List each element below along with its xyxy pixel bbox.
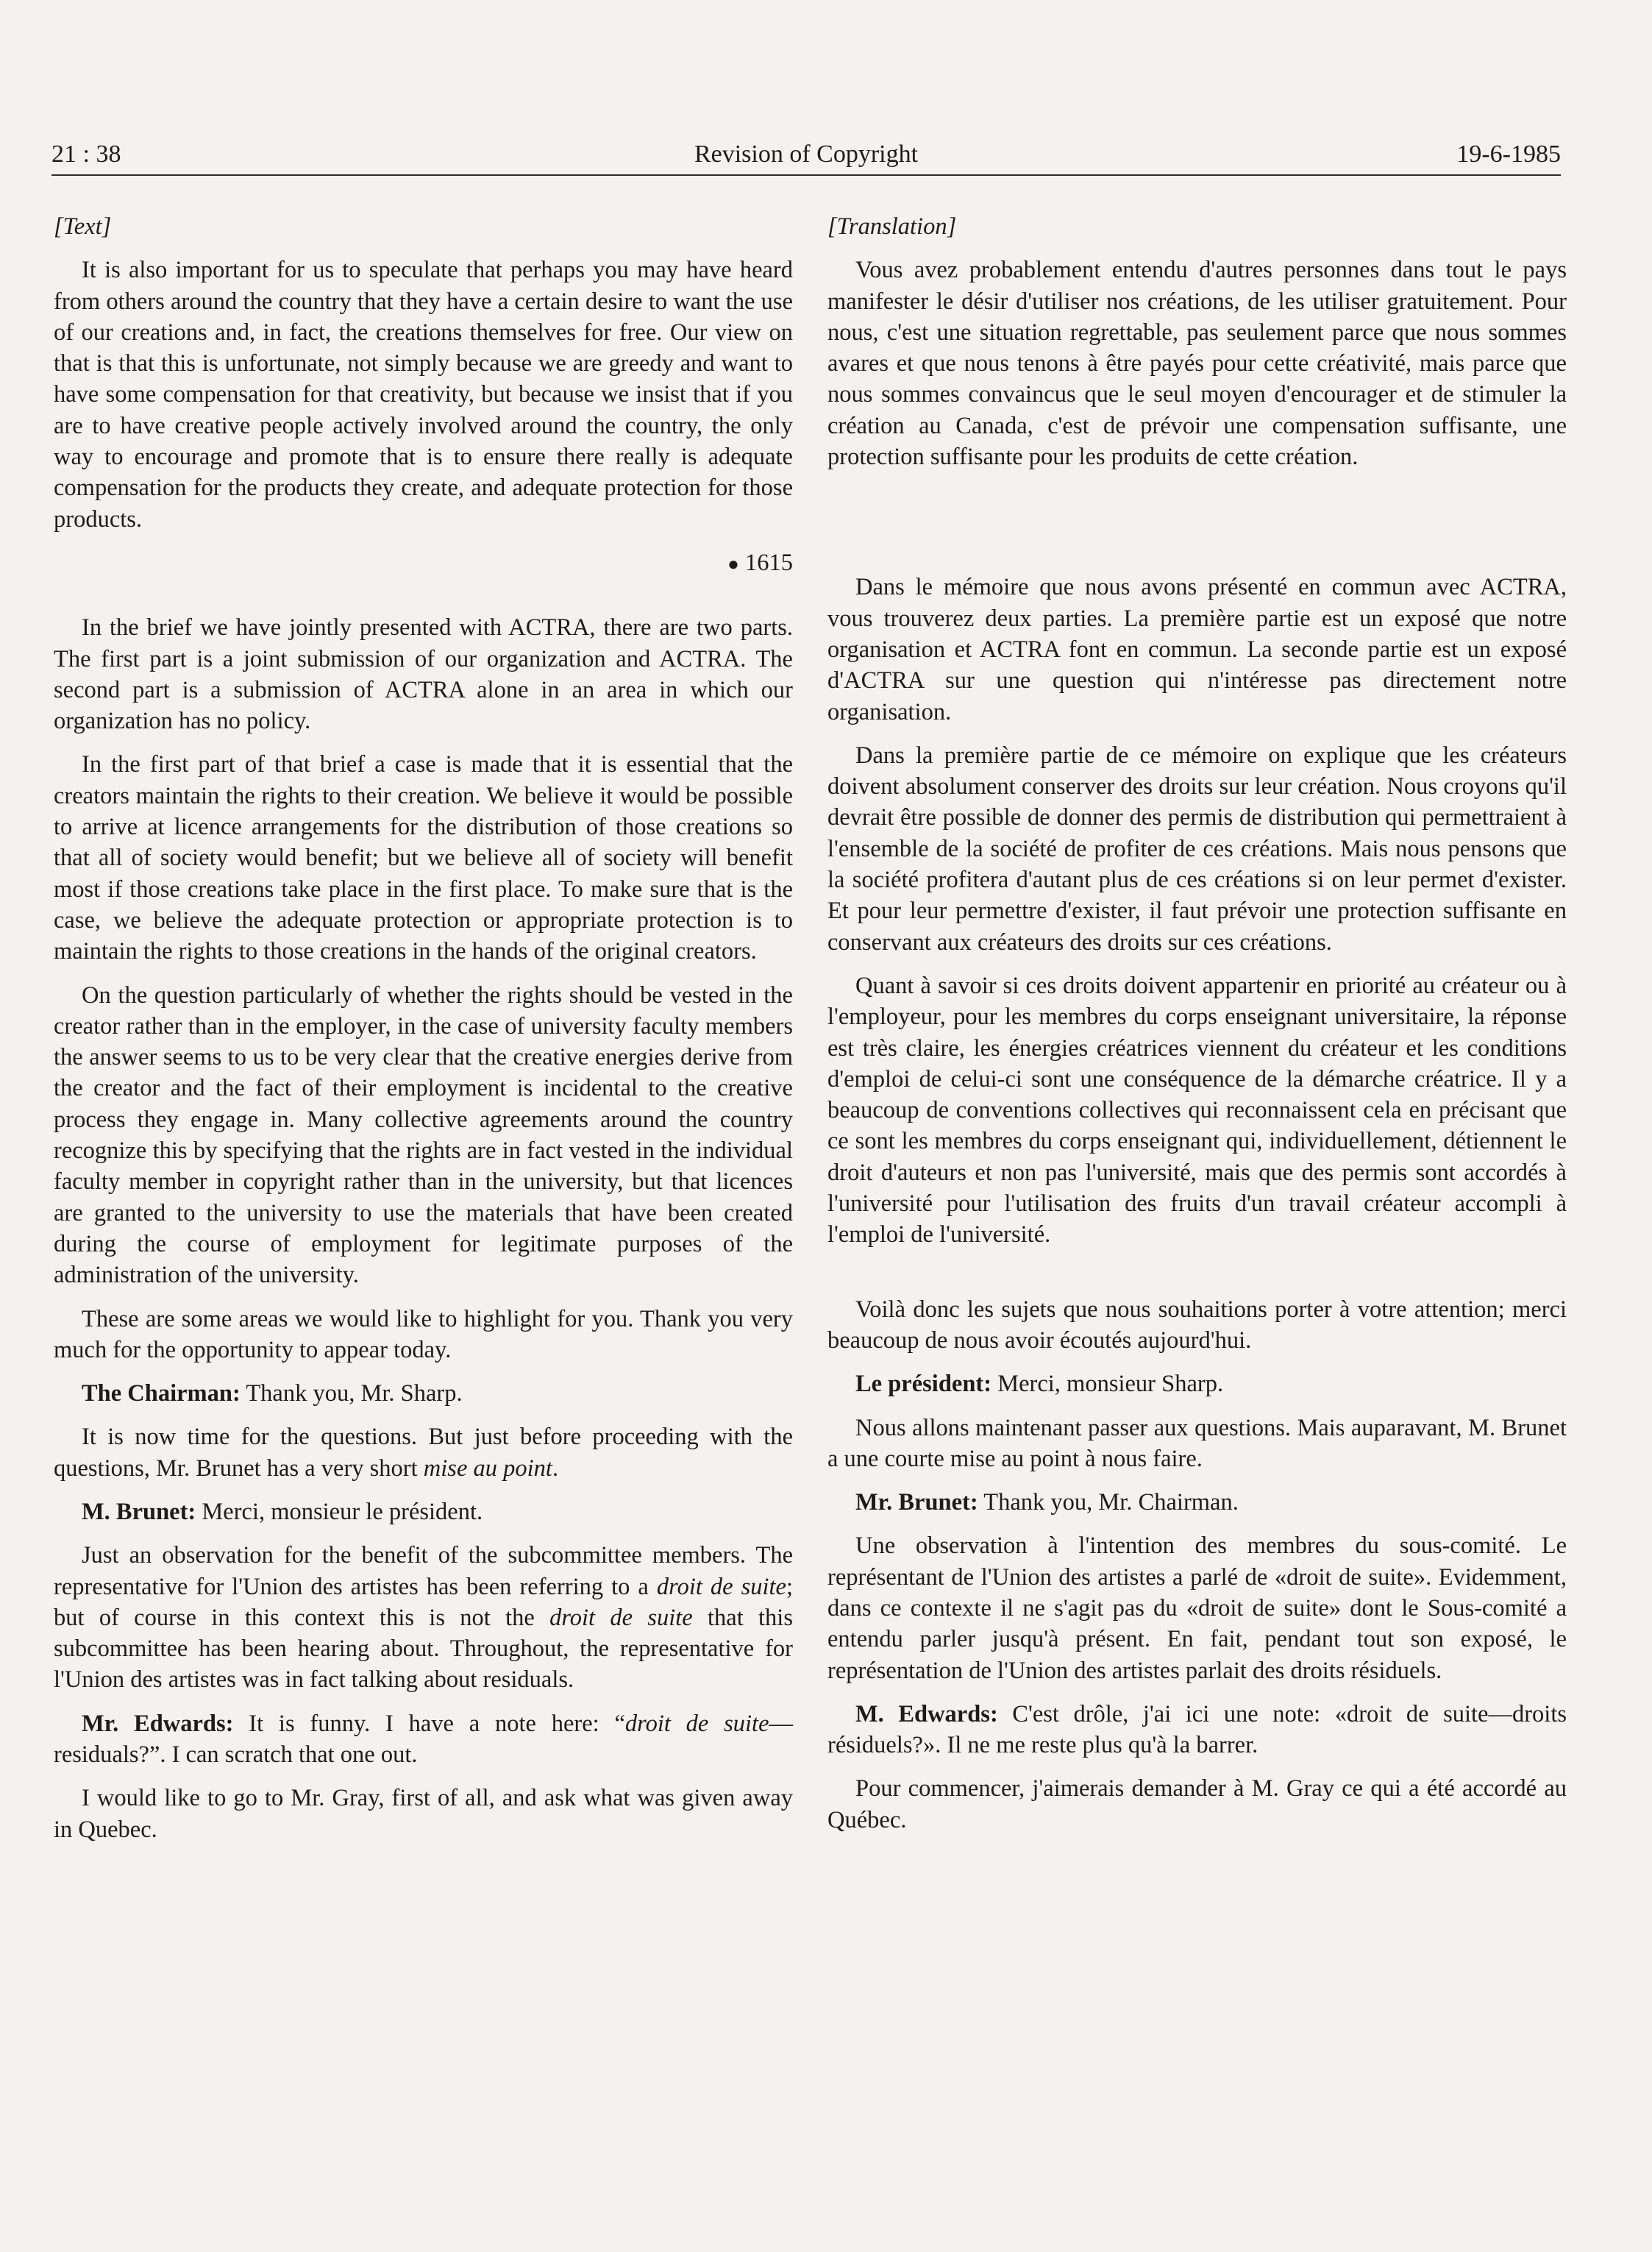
paragraph: In the brief we have jointly presented with ACTRA, there are two parts. The first part is a joint submission of our organization and ACTRA. The second part is a submission of ACTRA alone in an area in which our organization has no policy. xyxy=(54,614,793,735)
paragraph: These are some areas we would like to highlight for you. Thank you very much for the opportunity to appear today. xyxy=(54,1305,793,1363)
paragraph: Pour commencer, j'aimerais demander à M. Gray ce qui a été accordé au Québec. xyxy=(827,1775,1567,1833)
translation-tag: [Translation] xyxy=(827,213,957,240)
speaker-paragraph: M. Brunet: Merci, monsieur le président. xyxy=(82,1498,483,1525)
speaker-paragraph: Mr. Edwards: It is funny. I have a note here: “droit de suite—residuals?”. I can scratch that one out. xyxy=(54,1710,794,1769)
speaker-name: Le président: xyxy=(855,1371,992,1398)
speaker-paragraph: M. Edwards: C'est drôle, j'ai ici une note: «droit de suite—droits résiduels?». Il ne me reste plus qu'à la barrer. xyxy=(827,1700,1567,1759)
paragraph: Dans la première partie de ce mémoire on explique que les créateurs doivent absolument conserver des droits sur leur création. Nous croyons qu'il devrait être possible de donner des permis de distribution qui permettraient à l'ensemble de la société de profiter de ces créations. Mais nous pensons que la société profitera d'autant plus de ces créations si on leur permet d'exister. Et pour leur permettre d'exister, il faut prévoir une protection suffisante en conservant aux créateurs des droits sur ces créations. xyxy=(827,742,1567,956)
column-spacer xyxy=(827,1263,1567,1294)
paragraph: In the first part of that brief a case is made that it is essential that the creators maintain the rights to their creation. We believe it would be possible to arrive at licence arrangements for the distribution of those creations so that all of society would benefit; but we believe all of society will benefit most if those creations take place in the first place. To make sure that is the case, we believe the adequate protection or appropriate protection is to maintain the rights to those creations in the hands of the original creators. xyxy=(54,751,793,965)
speaker-name: The Chairman: xyxy=(82,1380,241,1407)
speaker-paragraph: Mr. Brunet: Thank you, Mr. Chairman. xyxy=(855,1489,1239,1516)
speaker-name: M. Brunet: xyxy=(82,1498,196,1525)
bullet-icon: ● xyxy=(727,553,739,575)
speaker-name: Mr. Brunet: xyxy=(855,1489,978,1516)
time-marker-value: 1615 xyxy=(745,549,793,576)
time-marker xyxy=(54,547,793,580)
page-date: 19-6-1985 xyxy=(1456,141,1561,168)
french-column xyxy=(827,211,1567,1848)
speaker-paragraph: The Chairman: Thank you, Mr. Sharp. xyxy=(82,1380,463,1407)
paragraph: Dans le mémoire que nous avons présenté en commun avec ACTRA, vous trouverez deux parties. La première partie est un exposé que notre organisation et ACTRA font en commun. La seconde partie est un exposé d'ACTRA sur une question qui n'intéresse pas directement notre organisation. xyxy=(827,574,1567,725)
running-title: Revision of Copyright xyxy=(694,141,919,168)
text-tag: [Text] xyxy=(54,213,112,240)
paragraph: Voilà donc les sujets que nous souhaitions porter à votre attention; merci beaucoup de nous avoir écoutés aujourd'hui. xyxy=(827,1296,1567,1354)
column-spacer xyxy=(827,485,1567,572)
paragraph: Vous avez probablement entendu d'autres personnes dans tout le pays manifester le désir d'utiliser nos créations, de les utiliser gratuitement. Pour nous, c'est une situation regrettable, pas seulement parce que nous sommes avares et que nous tenons à être payés pour cette créativité, mais parce que nous sommes convaincus que le seul moyen d'encourager et de stimuler la création au Canada, c'est de prévoir une compensation suffisante, une protection suffisante pour les produits de cette création. xyxy=(827,257,1567,471)
speaker-name: Mr. Edwards: xyxy=(82,1710,234,1737)
paragraph: Quant à savoir si ces droits doivent appartenir en priorité au créateur ou à l'employeur, pour les membres du corps enseignant universitaire, la réponse est très claire, les énergies créatrices viennent du créateur et les conditions d'emploi de celui-ci sont une conséquence de la démarche créatrice. Il y a beaucoup de conventions collectives qui reconnaissent cela en précisant que ce sont les membres du corps enseignant qui, individuellement, détiennent le droit d'auteurs et non pas l'université, mais que des permis sont accordés à l'université pour l'utilisation des fruits d'un travail créateur accompli à l'emploi de l'université. xyxy=(827,972,1567,1248)
paragraph: It is also important for us to speculate that perhaps you may have heard from others around the country that they have a certain desire to want the use of our creations and, in fact, the creations themselves for free. Our view on that is that this is unfortunate, not simply because we are greedy and want to have some compensation for that creativity, but because we insist that if you are to have creative people actively involved around the country, the only way to encourage and promote that is to ensure there really is adequate compensation for the products they create, and adequate protection for those products. xyxy=(54,257,793,533)
speaker-name: M. Edwards: xyxy=(855,1700,998,1727)
paragraph: On the question particularly of whether the rights should be vested in the creator rather than in the employer, in the case of university faculty members the answer seems to us to be very clear that the creative energies derive from the creator and the fact of their employment is incidental to the creative process they engage in. Many collective agreements around the country recognize this by specifying that the rights are in fact vested in the individual faculty member in copyright rather than in the university, but that licences are granted to the university to use the materials that have been created during the course of employment for legitimate purposes of the administration of the university. xyxy=(54,981,793,1289)
paragraph: Une observation à l'intention des membres du sous-comité. Le représentant de l'Union des artistes a parlé de «droit de suite». Evidemment, dans ce contexte il ne s'agit pas du «droit de suite» dont le Sous-comité a entendu parler jusqu'à présent. En fait, pendant tout son exposé, le représentation de l'Union des artistes parlait des droits résiduels. xyxy=(827,1532,1567,1684)
paragraph: Nous allons maintenant passer aux questions. Mais auparavant, M. Brunet a une courte mise au point à nous faire. xyxy=(827,1414,1567,1472)
paragraph: It is now time for the questions. But just before proceeding with the questions, Mr. Brunet has a very short mise au point. xyxy=(54,1424,793,1482)
speaker-paragraph: Le président: Merci, monsieur Sharp. xyxy=(855,1371,1224,1398)
paragraph: Just an observation for the benefit of the subcommittee members. The representative for l'Union des artistes has been referring to a droit de suite; but of course in this context this is not the droit de suite that this subcommittee has been hearing about. Throughout, the representative for l'Union des artistes was in fact talking about residuals. xyxy=(54,1542,793,1694)
page-header xyxy=(51,136,1561,176)
paragraph: I would like to go to Mr. Gray, first of all, and ask what was given away in Quebec. xyxy=(54,1785,793,1843)
english-column xyxy=(54,211,793,1858)
page-number: 21 : 38 xyxy=(51,141,121,168)
